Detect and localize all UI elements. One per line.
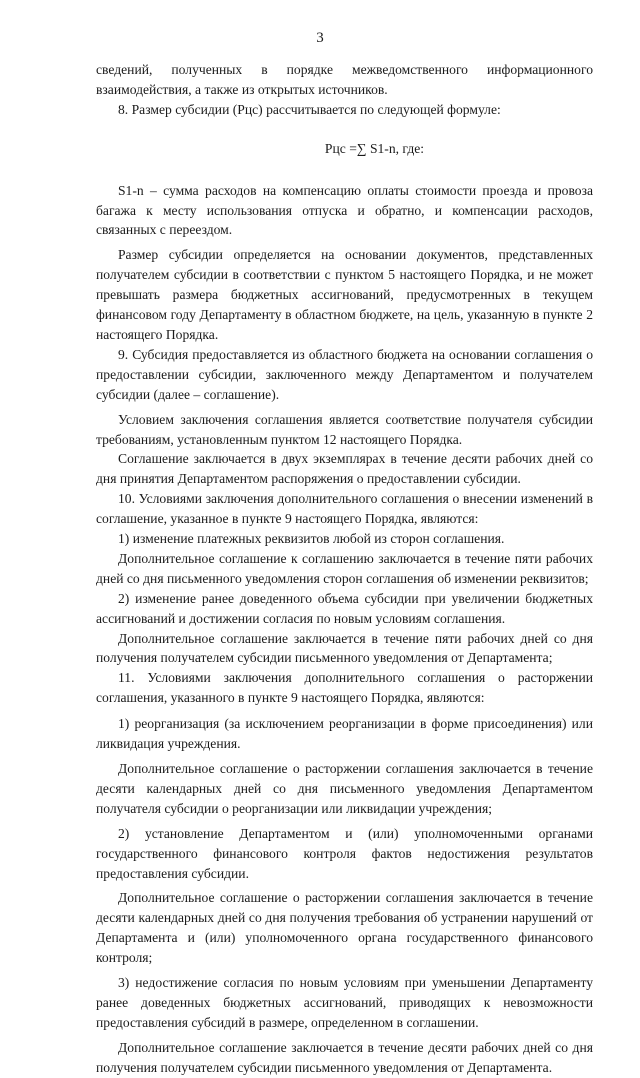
paragraph-9: 9. Субсидия предоставляется из областного бюджета на основании соглашения о предоставлении субсидии, заключенного между Департаментом и получателем субсидии (далее – соглашение). bbox=[96, 346, 593, 402]
paragraph-agreement-condition: Условием заключения соглашения является соответствие получателя субсидии требованиям, установленным пунктом 12 настоящего Порядка. bbox=[96, 411, 593, 447]
paragraph-11-item-2-term: Дополнительное соглашение о расторжении соглашения заключается в течение десяти календарных дней со дня получения требования об устранении нарушений от Департамента и (или) уполномоченного органа государственного финансового контроля; bbox=[96, 890, 593, 966]
paragraph-10: 10. Условиями заключения дополнительного соглашения о внесении изменений в соглашение, указанное в пункте 9 настоящего Порядка, являются: bbox=[96, 491, 593, 527]
paragraph-final: Дополнительное соглашение заключается в течение десяти рабочих дней со дня получения получателем субсидии письменного уведомления от Департамента. bbox=[96, 1039, 593, 1075]
paragraph-agreement-term: Соглашение заключается в двух экземплярах в течение десяти рабочих дней со дня принятия Департаментом распоряжения о предоставлении субсидии. bbox=[96, 451, 593, 487]
paragraph-11-item-1: 1) реорганизация (за исключением реорганизации в форме присоединения) или ликвидация учреждения. bbox=[96, 716, 593, 752]
paragraph-continuation: сведений, полученных в порядке межведомственного информационного взаимодействия, а также из открытых источников. bbox=[96, 62, 593, 97]
document-body bbox=[96, 60, 593, 1078]
paragraph-subsidy-amount: Размер субсидии определяется на основании документов, представленных получателем субсидии в соответствии с пунктом 5 настоящего Порядка, и не может превышать размера бюджетных ассигнований, предусмотренных в текущем финансовом году Департаменту в областном бюджете, на цель, указанную в пункте 2 настоящего Порядка. bbox=[96, 247, 593, 342]
paragraph-10-item-2-term: Дополнительное соглашение заключается в течение пяти рабочих дней со дня получения получателем субсидии письменного уведомления от Департамента; bbox=[96, 630, 593, 666]
paragraph-formula-definition: S1-n – сумма расходов на компенсацию оплаты стоимости проезда и провоза багажа к месту использования отпуска и обратно, и компенсации расходов, связанных с переездом. bbox=[96, 182, 593, 238]
paragraph-11-item-3: 3) недостижение согласия по новым условиям при уменьшении Департаменту ранее доведенных бюджетных ассигнований, приводящих к невозможности предоставления субсидий в размере, определенном в соглашении. bbox=[96, 975, 593, 1030]
page-number: 3 bbox=[316, 30, 324, 46]
paragraph-11-item-1-term: Дополнительное соглашение о расторжении соглашения заключается в течение десяти календарных дней со дня письменного уведомления Департаментом получателя субсидии о реорганизации или ликвидации учреждения; bbox=[96, 761, 593, 816]
paragraph-11: 11. Условиями заключения дополнительного соглашения о расторжении соглашения, указанного в пункте 9 настоящего Порядка, являются: bbox=[96, 670, 593, 706]
paragraph-8: 8. Размер субсидии (Pцс) рассчитывается по следующей формуле: bbox=[118, 101, 501, 117]
paragraph-10-item-2: 2) изменение ранее доведенного объема субсидии при увеличении бюджетных ассигнований и достижении согласия по новым условиям соглашения. bbox=[96, 590, 593, 626]
paragraph-10-item-1: 1) изменение платежных реквизитов любой из сторон соглашения. bbox=[118, 531, 505, 547]
paragraph-10-item-1-term: Дополнительное соглашение к соглашению заключается в течение пяти рабочих дней со дня письменного уведомления сторон соглашения об изменении реквизитов; bbox=[96, 550, 593, 586]
paragraph-11-item-2: 2) установление Департаментом и (или) уполномоченными органами государственного финансового контроля фактов недостижения результатов предоставления субсидии. bbox=[96, 825, 593, 881]
formula: Pцс =∑ S1-n, где: bbox=[324, 140, 425, 156]
